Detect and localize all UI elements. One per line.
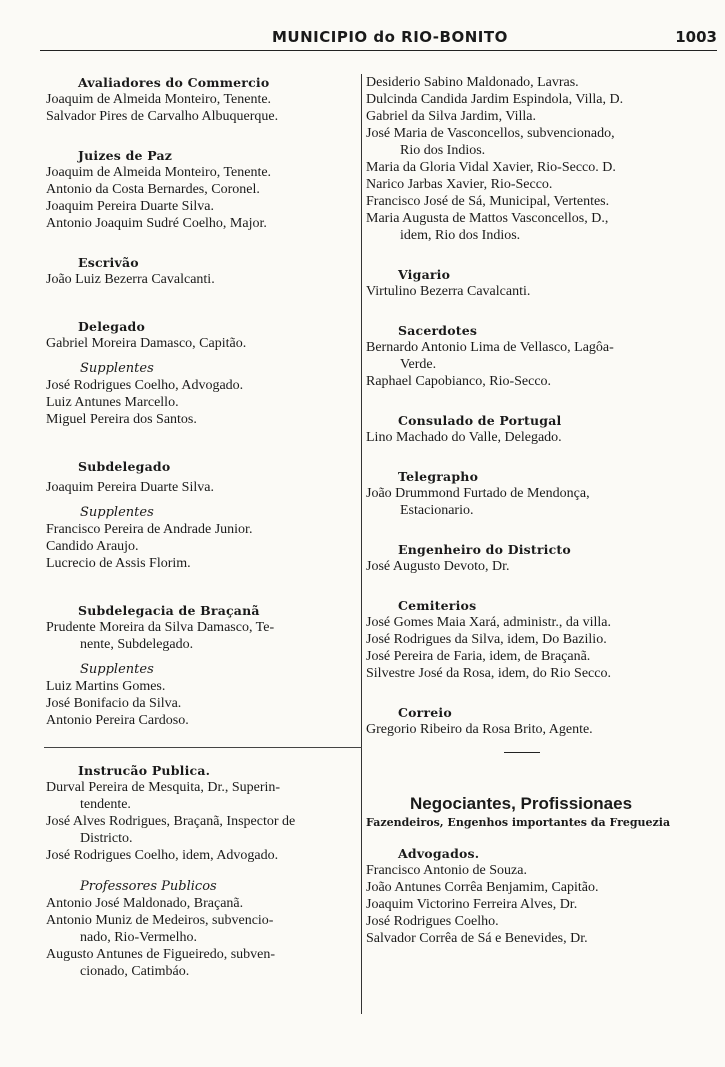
entry-line: Augusto Antunes de Figueiredo, subven- bbox=[46, 947, 276, 962]
entry-line: Gabriel Moreira Damasco, Capitão. bbox=[46, 336, 247, 351]
entry-line: Dulcinda Candida Jardim Espindola, Villa, D. bbox=[366, 92, 624, 107]
section-heading: Consulado de Portugal bbox=[398, 413, 562, 428]
entry-line: João Drummond Furtado de Mendonça, bbox=[366, 486, 590, 501]
section-heading: Telegrapho bbox=[398, 469, 479, 484]
section-escrivao bbox=[46, 254, 358, 288]
entry-line: José Pereira de Faria, idem, de Braçanã. bbox=[366, 649, 591, 664]
section-subdelegacia bbox=[46, 602, 358, 729]
entry-line: Maria da Gloria Vidal Xavier, Rio-Secco. D. bbox=[366, 160, 616, 175]
entry-line: Narico Jarbas Xavier, Rio-Secco. bbox=[366, 177, 553, 192]
entry-line: José Rodrigues Coelho. bbox=[366, 914, 499, 929]
entry-line: Salvador Corrêa de Sá e Benevides, Dr. bbox=[366, 931, 588, 946]
section-heading: Delegado bbox=[78, 319, 146, 334]
entry-line: Francisco Antonio de Souza. bbox=[366, 863, 527, 878]
section-sacerdotes bbox=[366, 322, 686, 390]
section-subdelegado bbox=[46, 458, 358, 572]
section-avaliadores bbox=[46, 74, 358, 125]
entry-line-continued: Rio dos Indios. bbox=[400, 143, 486, 158]
entry-line-continued: idem, Rio dos Indios. bbox=[400, 228, 521, 243]
section-heading: Juizes de Paz bbox=[78, 148, 173, 163]
entry-line: Joaquim Pereira Duarte Silva. bbox=[46, 199, 214, 214]
page-number: 1003 bbox=[675, 28, 717, 46]
section-heading: Sacerdotes bbox=[398, 323, 478, 338]
entry-line: Maria Augusta de Mattos Vasconcellos, D., bbox=[366, 211, 609, 226]
section-vigario bbox=[366, 266, 686, 300]
entry-line: José Bonifacio da Silva. bbox=[46, 696, 182, 711]
entry-line: Prudente Moreira da Silva Damasco, Te- bbox=[46, 620, 275, 635]
page-header bbox=[40, 26, 717, 51]
supplentes-label: Supplentes bbox=[80, 505, 154, 520]
entry-line: João Luiz Bezerra Cavalcanti. bbox=[46, 272, 215, 287]
entry-line: Joaquim Pereira Duarte Silva. bbox=[46, 480, 214, 495]
entry-line: Raphael Capobianco, Rio-Secco. bbox=[366, 374, 552, 389]
right-column bbox=[366, 74, 686, 947]
section-heading: Cemiterios bbox=[398, 598, 477, 613]
left-column bbox=[46, 74, 358, 980]
entry-line: Francisco Pereira de Andrade Junior. bbox=[46, 522, 253, 537]
entry-line: José Rodrigues da Silva, idem, Do Bazilio. bbox=[366, 632, 607, 647]
section-heading: Subdelegado bbox=[78, 459, 171, 474]
entry-line: Joaquim Victorino Ferreira Alves, Dr. bbox=[366, 897, 578, 912]
entry-line: Silvestre José da Rosa, idem, do Rio Secco. bbox=[366, 666, 611, 681]
section-advogados bbox=[366, 845, 686, 947]
entry-line: José Gomes Maia Xará, administr., da villa. bbox=[366, 615, 611, 630]
entry-line: Gregorio Ribeiro da Rosa Brito, Agente. bbox=[366, 722, 593, 737]
entry-line: Antonio Pereira Cardoso. bbox=[46, 713, 189, 728]
entry-line: Lino Machado do Valle, Delegado. bbox=[366, 430, 562, 445]
section-cemiterios bbox=[366, 597, 686, 682]
section-delegado bbox=[46, 318, 358, 428]
entry-line: Virtulino Bezerra Cavalcanti. bbox=[366, 284, 531, 299]
section-heading: Escrivão bbox=[78, 255, 139, 270]
entry-line-continued: Verde. bbox=[400, 357, 437, 372]
entry-line-continued: tendente. bbox=[80, 797, 131, 812]
entry-line: Lucrecio de Assis Florim. bbox=[46, 556, 191, 571]
section-heading: Instrucão Publica. bbox=[78, 763, 211, 778]
supplentes-label: Supplentes bbox=[80, 361, 154, 376]
section-heading: Avaliadores do Commercio bbox=[78, 75, 270, 90]
entry-line: Joaquim de Almeida Monteiro, Tenente. bbox=[46, 165, 272, 180]
entry-line: Gabriel da Silva Jardim, Villa. bbox=[366, 109, 536, 124]
entry-line: Salvador Pires de Carvalho Albuquerque. bbox=[46, 109, 279, 124]
supplentes-label: Supplentes bbox=[80, 662, 154, 677]
entry-line-continued: cionado, Catimbáo. bbox=[80, 964, 190, 979]
entry-line: José Rodrigues Coelho, Advogado. bbox=[46, 378, 244, 393]
section-heading: Correio bbox=[398, 705, 452, 720]
section-professores-cont bbox=[366, 74, 686, 244]
entry-line-continued: Districto. bbox=[80, 831, 133, 846]
negociantes-subtitle: Fazendeiros, Engenhos importantes da Freguezia bbox=[366, 816, 671, 829]
entry-line: Candido Araujo. bbox=[46, 539, 139, 554]
entry-line: João Antunes Corrêa Benjamim, Capitão. bbox=[366, 880, 599, 895]
entry-line: José Alves Rodrigues, Braçanã, Inspector de bbox=[46, 814, 296, 829]
section-instrucao bbox=[46, 762, 358, 980]
entry-line: Luiz Martins Gomes. bbox=[46, 679, 166, 694]
section-telegrapho bbox=[366, 468, 686, 519]
section-heading: Subdelegacia de Braçanã bbox=[78, 603, 260, 618]
entry-line: José Maria de Vasconcellos, subvencionado, bbox=[366, 126, 615, 141]
entry-line: Joaquim de Almeida Monteiro, Tenente. bbox=[46, 92, 272, 107]
section-heading: Vigario bbox=[398, 267, 451, 282]
entry-line: José Rodrigues Coelho, idem, Advogado. bbox=[46, 848, 279, 863]
page-title: MUNICIPIO do RIO-BONITO bbox=[272, 28, 508, 46]
entry-line: Antonio José Maldonado, Braçanã. bbox=[46, 896, 244, 911]
entry-line: José Augusto Devoto, Dr. bbox=[366, 559, 510, 574]
column-divider bbox=[361, 74, 362, 1014]
section-correio bbox=[366, 704, 686, 738]
entry-line: Antonio da Costa Bernardes, Coronel. bbox=[46, 182, 260, 197]
entry-line: Desiderio Sabino Maldonado, Lavras. bbox=[366, 75, 579, 90]
section-juizes bbox=[46, 147, 358, 232]
entry-line-continued: nente, Subdelegado. bbox=[80, 637, 194, 652]
entry-line-continued: nado, Rio-Vermelho. bbox=[80, 930, 198, 945]
entry-line-continued: Estacionario. bbox=[400, 503, 474, 518]
entry-line: Miguel Pereira dos Santos. bbox=[46, 412, 197, 427]
negociantes-title: Negociantes, Profissionaes bbox=[410, 794, 633, 813]
entry-line: Bernardo Antonio Lima de Vellasco, Lagôa- bbox=[366, 340, 614, 355]
section-consulado bbox=[366, 412, 686, 446]
section-heading: Advogados. bbox=[398, 846, 480, 861]
short-divider bbox=[504, 752, 540, 753]
entry-line: Antonio Muniz de Medeiros, subvencio- bbox=[46, 913, 274, 928]
section-heading: Engenheiro do Districto bbox=[398, 542, 571, 557]
section-engenheiro bbox=[366, 541, 686, 575]
professores-label: Professores Publicos bbox=[80, 879, 217, 894]
entry-line: Francisco José de Sá, Municipal, Vertentes. bbox=[366, 194, 610, 209]
entry-line: Durval Pereira de Mesquita, Dr., Superin- bbox=[46, 780, 281, 795]
entry-line: Antonio Joaquim Sudré Coelho, Major. bbox=[46, 216, 267, 231]
entry-line: Luiz Antunes Marcello. bbox=[46, 395, 179, 410]
